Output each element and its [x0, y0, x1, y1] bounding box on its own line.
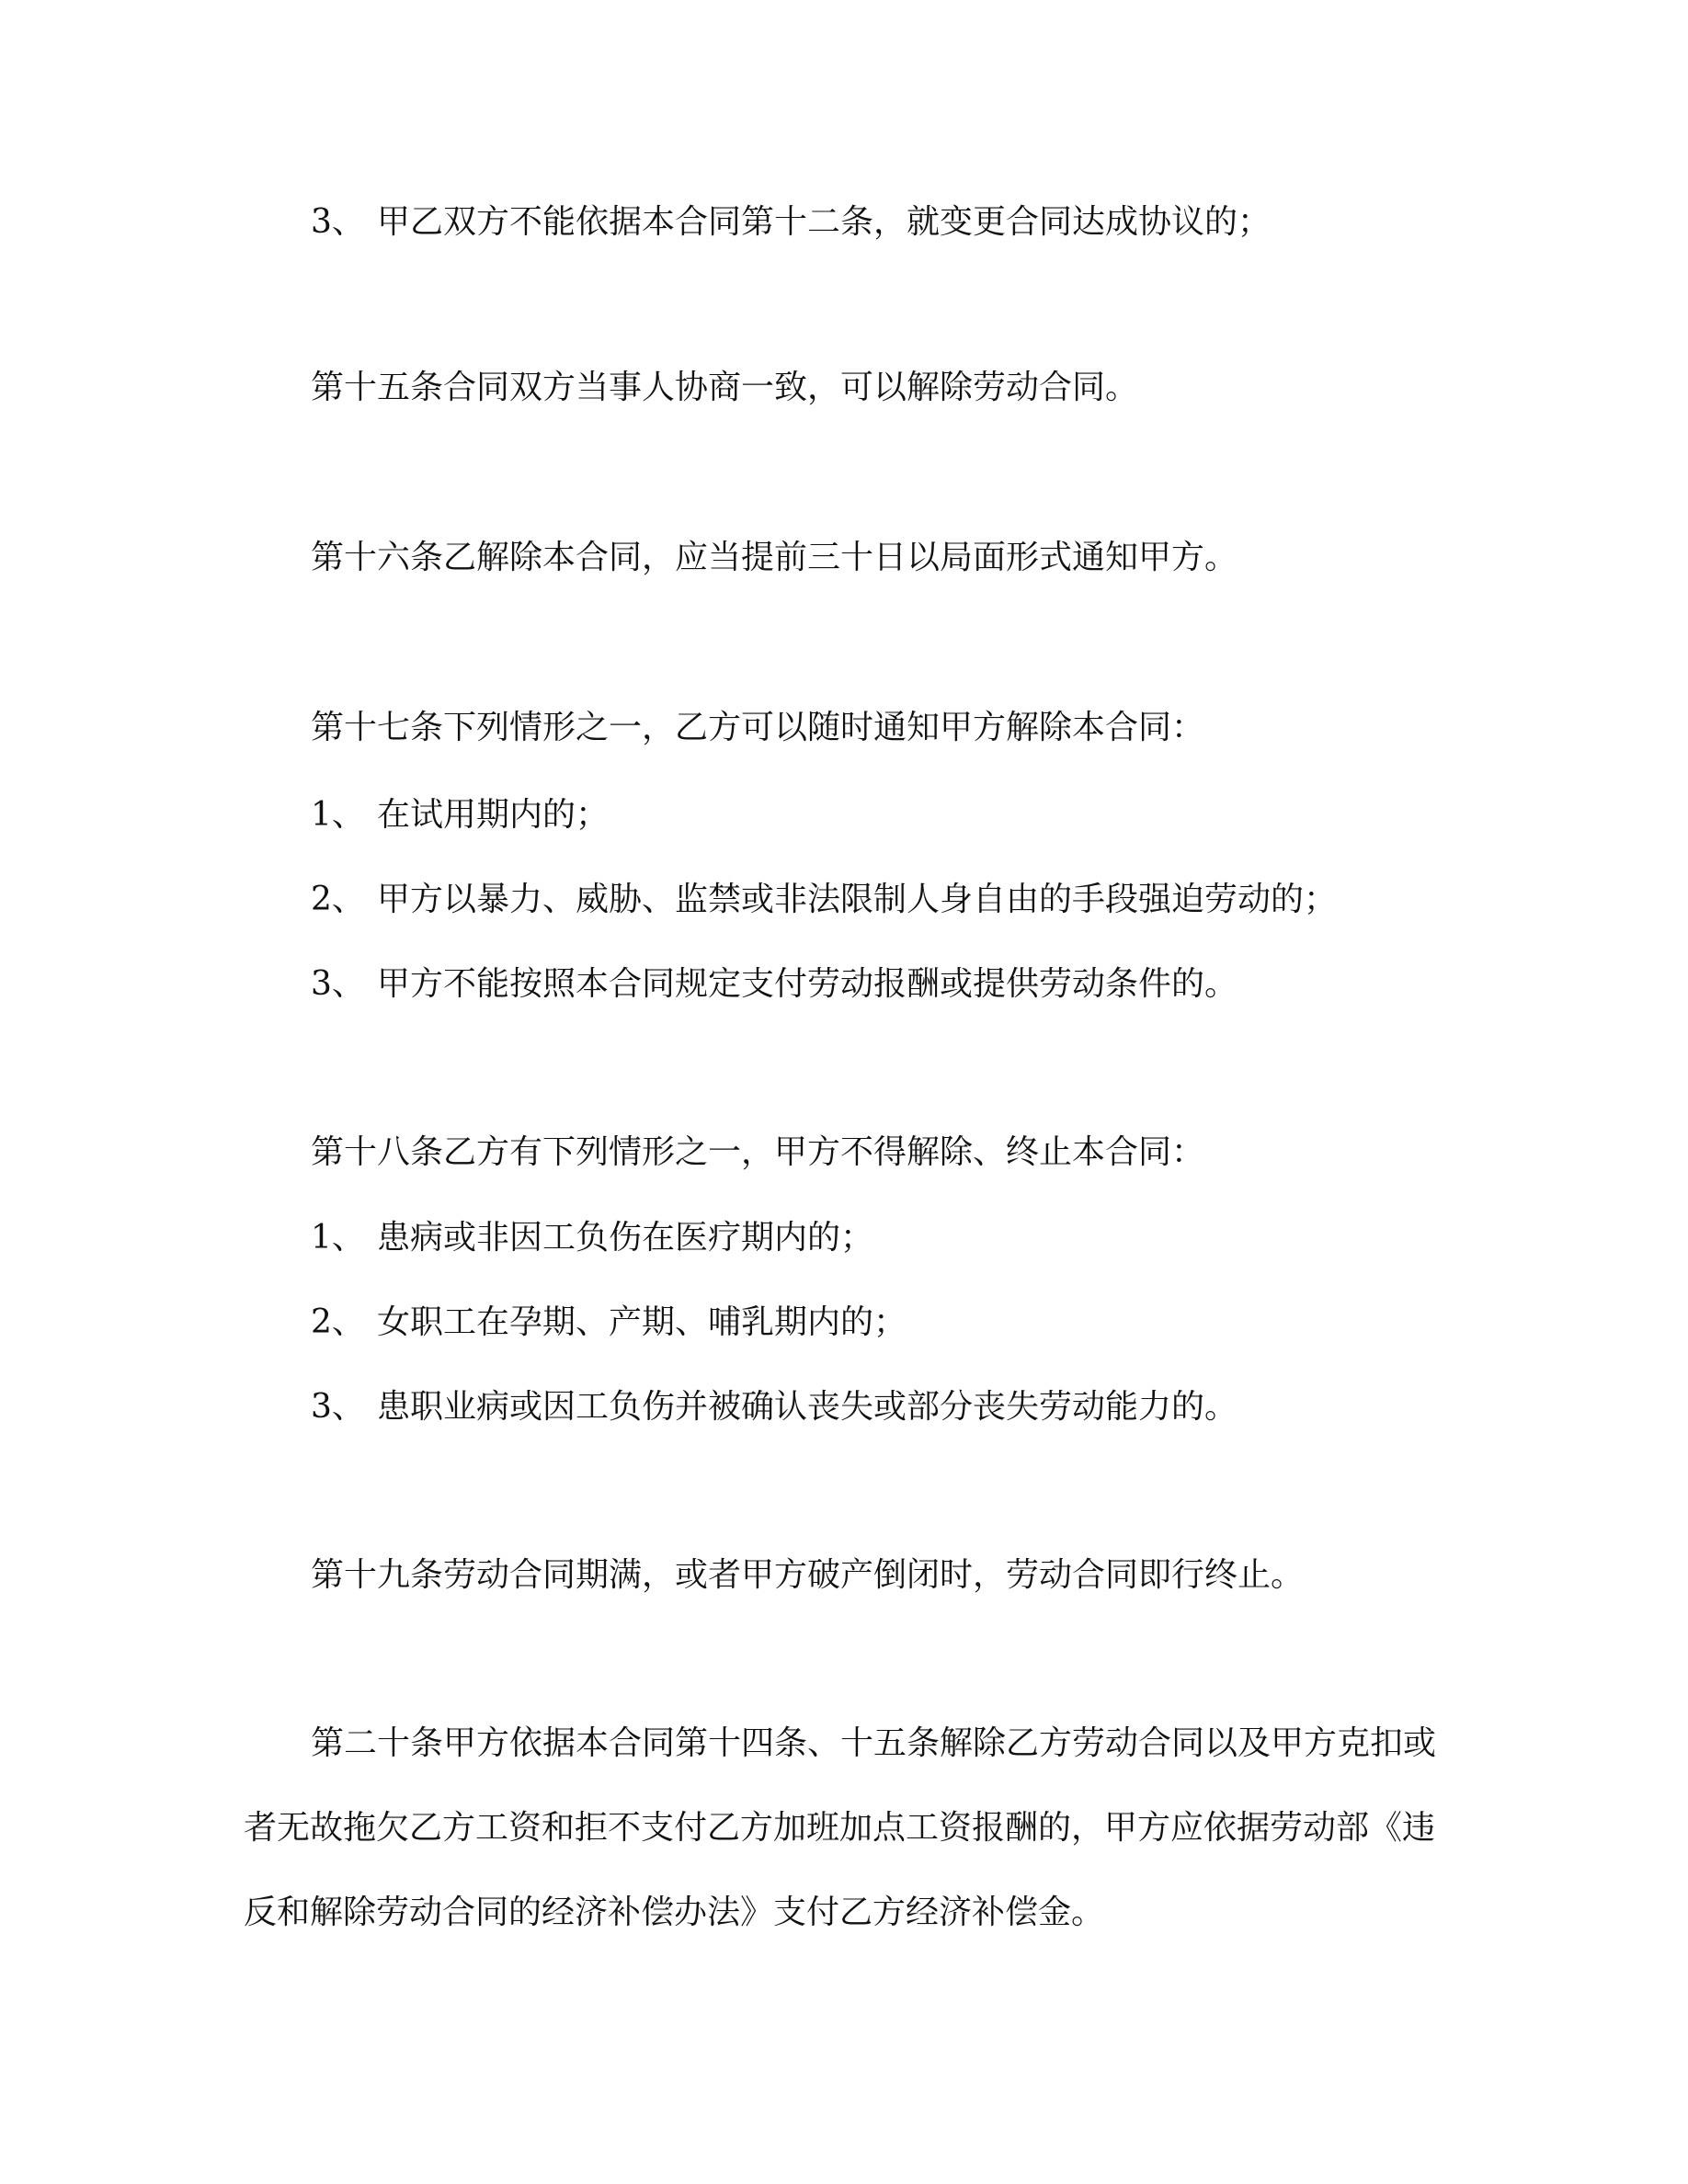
clause-text: 第十五条合同双方当事人协商一致，可以解除劳动合同。 — [311, 369, 1139, 406]
item-number: 2、 — [311, 881, 365, 918]
clause-text: 第十九条劳动合同期满，或者甲方破产倒闭时，劳动合同即行终止。 — [311, 1556, 1305, 1594]
clause-19 — [311, 1553, 1304, 1598]
clause-17-item-3 — [311, 962, 1237, 1007]
clause-17-item-1 — [311, 793, 609, 837]
clause-15 — [311, 366, 1138, 410]
item-number: 2、 — [311, 1303, 365, 1341]
item-text: 甲方以暴力、威胁、监禁或非法限制人身自由的手段强迫劳动的； — [377, 881, 1338, 918]
clause-text: 第十七条下列情形之一，乙方可以随时通知甲方解除本合同： — [311, 709, 1205, 746]
clause-20-line-2 — [244, 1806, 1435, 1850]
clause-18-item-1 — [311, 1216, 873, 1260]
clause-20-line-3 — [244, 1891, 1104, 1935]
clause-14-item-3 — [311, 200, 1271, 245]
item-text: 甲方不能按照本合同规定支付劳动报酬或提供劳动条件的。 — [377, 965, 1238, 1003]
item-number: 3、 — [311, 1388, 365, 1426]
clause-17-item-2 — [311, 878, 1337, 922]
item-number: 1、 — [311, 796, 365, 834]
item-text: 甲乙双方不能依据本合同第十二条，就变更合同达成协议的； — [377, 203, 1272, 241]
item-number: 3、 — [311, 965, 365, 1003]
clause-text: 第十六条乙解除本合同，应当提前三十日以局面形式通知甲方。 — [311, 539, 1238, 576]
clause-text: 第二十条甲方依据本合同第十四条、十五条解除乙方劳动合同以及甲方克扣或 — [311, 1724, 1437, 1762]
clause-18 — [311, 1131, 1204, 1175]
clause-text: 者无故拖欠乙方工资和拒不支付乙方加班加点工资报酬的，甲方应依据劳动部《违 — [244, 1809, 1436, 1847]
item-text: 在试用期内的； — [377, 796, 610, 834]
item-text: 患病或非因工负伤在医疗期内的； — [377, 1219, 874, 1257]
clause-17 — [311, 706, 1204, 750]
item-text: 女职工在孕期、产期、哺乳期内的； — [377, 1303, 907, 1341]
item-text: 患职业病或因工负伤并被确认丧失或部分丧失劳动能力的。 — [377, 1388, 1238, 1426]
item-number: 1、 — [311, 1219, 365, 1257]
clause-18-item-2 — [311, 1301, 907, 1345]
clause-16 — [311, 536, 1237, 580]
clause-18-item-3 — [311, 1385, 1237, 1429]
item-number: 3、 — [311, 203, 365, 241]
clause-text: 第十八条乙方有下列情形之一，甲方不得解除、终止本合同： — [311, 1133, 1205, 1171]
clause-20-line-1 — [311, 1722, 1436, 1766]
clause-text: 反和解除劳动合同的经济补偿办法》支付乙方经济补偿金。 — [244, 1894, 1105, 1931]
